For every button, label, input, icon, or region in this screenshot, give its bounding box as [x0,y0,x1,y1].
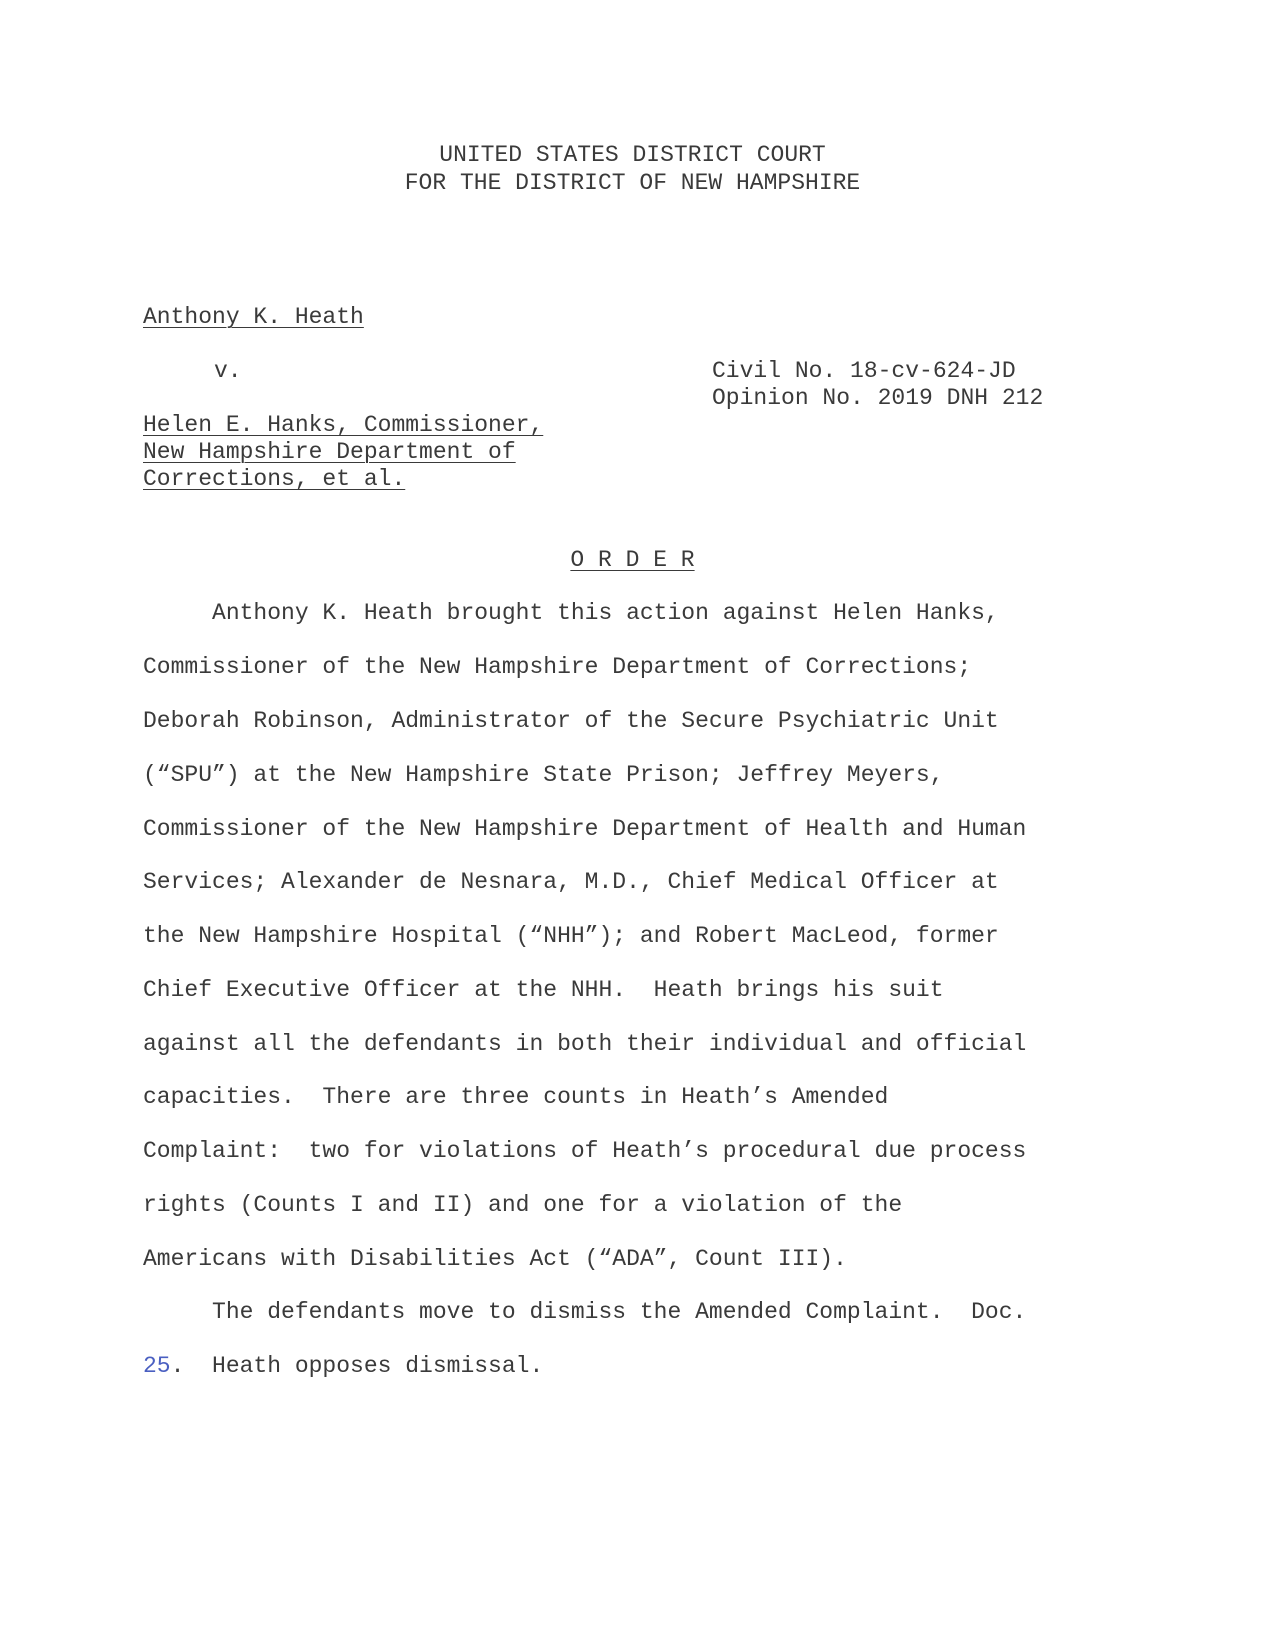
body-line: The defendants move to dismiss the Amended Complaint. Doc. [143,1299,1027,1325]
body-line: rights (Counts I and II) and one for a violation of the [143,1192,903,1218]
body-line: the New Hampshire Hospital (“NHH”); and Robert MacLeod, former [143,923,999,949]
body-line: Deborah Robinson, Administrator of the Secure Psychiatric Unit [143,708,999,734]
body-line-with-link [143,1352,543,1380]
body-line-text: . Heath opposes dismissal. [170,1353,544,1379]
body-line: Commissioner of the New Hampshire Department of Corrections; [143,654,972,680]
versus-label: v. [214,358,242,384]
plaintiff-name: Anthony K. Heath [143,304,364,330]
body-line: Complaint: two for violations of Heath’s procedural due process [143,1138,1027,1164]
body-line: capacities. There are three counts in Heath’s Amended [143,1084,889,1110]
order-title: O R D E R [570,547,695,573]
court-name: UNITED STATES DISTRICT COURT [439,142,826,168]
defendant-line: New Hampshire Department of [143,439,516,465]
court-district: FOR THE DISTRICT OF NEW HAMPSHIRE [404,170,861,196]
body-line: (“SPU”) at the New Hampshire State Prison; Jeffrey Meyers, [143,762,944,788]
body-line: Anthony K. Heath brought this action against Helen Hanks, [143,600,999,626]
defendant-line: Corrections, et al. [143,466,406,492]
defendant-line: Helen E. Hanks, Commissioner, [143,412,544,438]
opinion-number: Opinion No. 2019 DNH 212 [712,385,1044,411]
body-line: against all the defendants in both their individual and official [143,1031,1027,1057]
body-line: Chief Executive Officer at the NHH. Heath brings his suit [143,977,944,1003]
doc-25-link[interactable]: 25 [143,1353,171,1379]
civil-number: Civil No. 18-cv-624-JD [712,358,1016,384]
body-line: Americans with Disabilities Act (“ADA”, Count III). [143,1246,847,1272]
body-line: Services; Alexander de Nesnara, M.D., Chief Medical Officer at [143,869,999,895]
body-line: Commissioner of the New Hampshire Department of Health and Human [143,816,1027,842]
